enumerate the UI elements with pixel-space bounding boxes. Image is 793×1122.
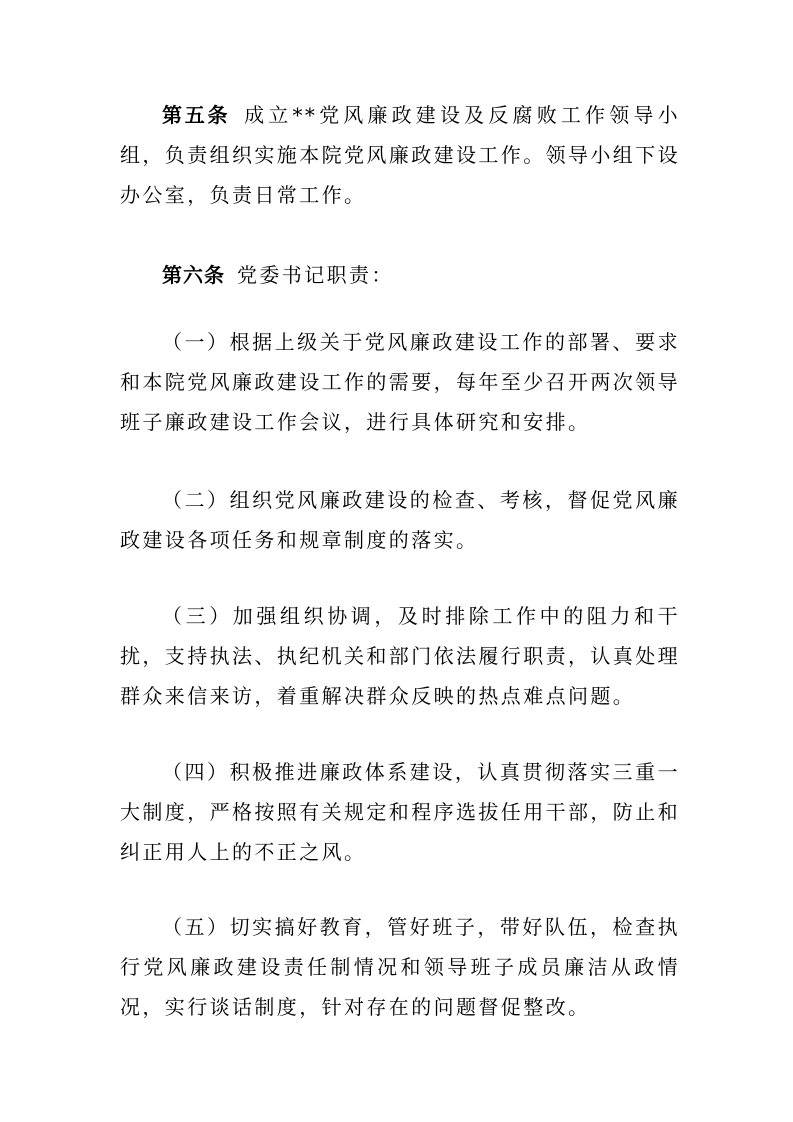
list-item-2: （二）组织党风廉政建设的检查、考核，督促党风廉政建设各项任务和规章制度的落实。 — [120, 488, 680, 552]
list-item-1: （一）根据上级关于党风廉政建设工作的部署、要求和本院党风廉政建设工作的需要，每年至少召开两次领导班子廉政建设工作会议，进行具体研究和安排。 — [120, 330, 680, 434]
article-6-heading: 第六条 — [162, 263, 225, 287]
article-5-heading: 第五条 — [162, 103, 231, 127]
list-item-4: （四）积极推进廉政体系建设，认真贯彻落实三重一大制度，严格按照有关规定和程序选拔任用干部，防止和纠正用人上的不正之风。 — [120, 760, 680, 864]
list-item-3: （三）加强组织协调，及时排除工作中的阻力和干扰，支持执法、执纪机关和部门依法履行职责，认真处理群众来信来访，着重解决群众反映的热点难点问题。 — [120, 604, 680, 708]
list-item-5: （五）切实搞好教育，管好班子，带好队伍，检查执行党风廉政建设责任制情况和领导班子成员廉洁从政情况，实行谈话制度，针对存在的问题督促整改。 — [120, 915, 680, 1019]
article-5-paragraph — [120, 95, 680, 215]
article-5-text: 成立**党风廉政建设及反腐败工作领导小组，负责组织实施本院党风廉政建设工作。领导小组下设办公室，负责日常工作。 — [120, 103, 680, 207]
article-6-paragraph — [120, 255, 680, 295]
article-6-text: 党委书记职责： — [237, 263, 394, 287]
